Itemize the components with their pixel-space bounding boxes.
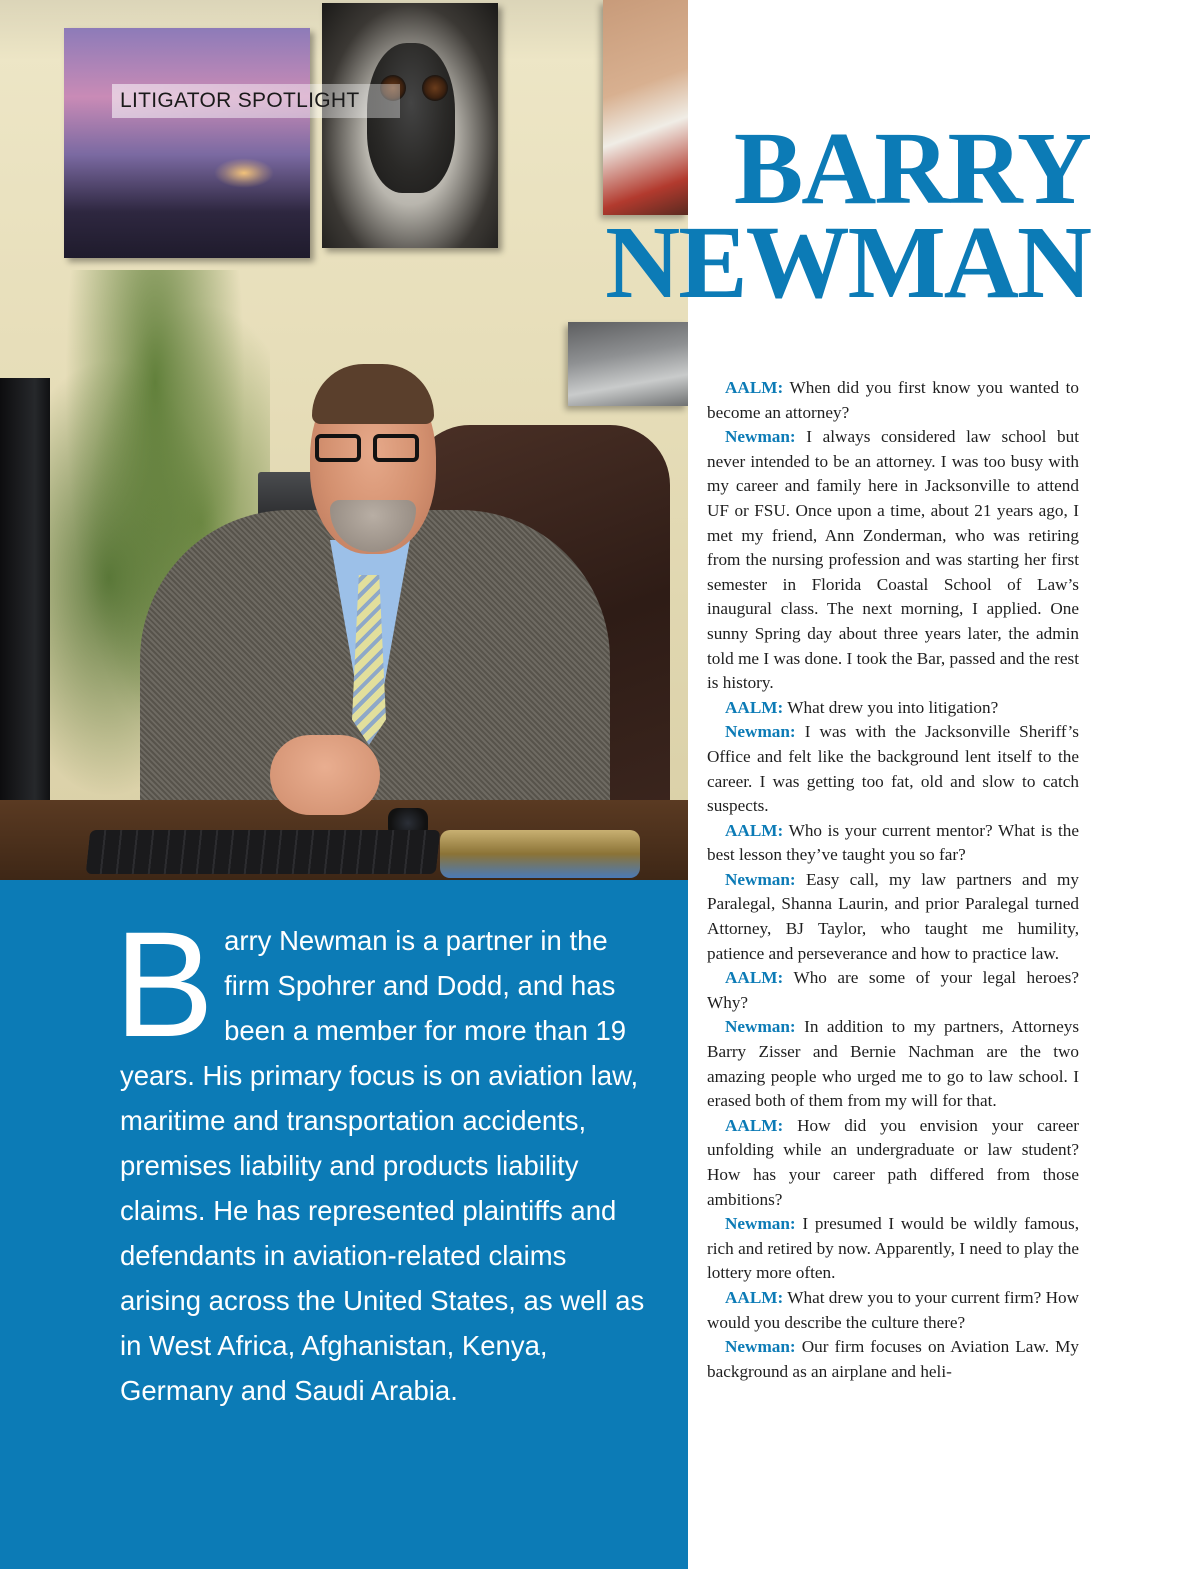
speaker-label: Newman:	[725, 1214, 796, 1234]
speaker-label: AALM:	[725, 1115, 784, 1135]
computer-monitor	[0, 378, 50, 818]
qa-paragraph	[707, 1286, 1079, 1335]
speaker-label: AALM:	[725, 1287, 784, 1307]
qa-text: Our firm focuses on Aviation Law. My background as an airplane and heli-	[707, 1337, 1079, 1381]
speaker-label: Newman:	[725, 1017, 796, 1037]
wall-art-monkey	[322, 3, 498, 248]
qa-paragraph	[707, 376, 1079, 425]
desk-ornament	[440, 830, 640, 878]
interview-column	[707, 376, 1079, 1384]
qa-paragraph	[707, 696, 1079, 721]
qa-text: When did you first know you wanted to become an attorney?	[707, 378, 1079, 422]
headline-line-1: BARRY	[733, 111, 1090, 226]
qa-paragraph	[707, 868, 1079, 966]
speaker-label: AALM:	[725, 820, 784, 840]
qa-paragraph	[707, 425, 1079, 696]
drop-cap: B	[114, 900, 215, 1068]
keyboard	[86, 830, 441, 874]
qa-paragraph	[707, 819, 1079, 868]
man-hair	[312, 364, 434, 424]
qa-text: I was with the Jacksonville Sheriff’s Office and felt like the background lent itself to the career. I was getting too fat, old and slow to catch suspects.	[707, 722, 1079, 816]
headline	[560, 111, 1090, 320]
speaker-label: Newman:	[725, 722, 796, 742]
qa-paragraph	[707, 1015, 1079, 1113]
qa-text: Who is your current mentor? What is the best lesson they’ve taught you so far?	[707, 820, 1079, 865]
man-hands	[270, 735, 380, 815]
qa-text: I presumed I would be wildly famous, rich and retired by now. Apparently, I need to play the lottery more often.	[707, 1214, 1080, 1283]
qa-text: How did you envision your career unfolding while an undergraduate or law student? How has your career path differed from those ambitions?	[707, 1115, 1079, 1209]
intro-panel	[0, 880, 688, 1569]
speaker-label: AALM:	[725, 697, 784, 717]
glasses-lens-right	[373, 434, 419, 462]
qa-paragraph	[707, 966, 1079, 1015]
intro-text: arry Newman is a partner in the firm Spohrer and Dodd, and has been a member for more than 19 years. His primary focus is on aviation law, maritime and transportation accidents, premises liability and products liability claims. He has represented plaintiffs and defendants in aviation-related claims arising across the United States, as well as in West Africa, Afghanistan, Kenya, Germany and Saudi Arabia.	[120, 925, 645, 1406]
speaker-label: Newman:	[725, 869, 796, 889]
wall-art-seascape	[568, 322, 688, 406]
headline-line-2: NEWMAN	[605, 205, 1090, 320]
intro-paragraph	[114, 900, 650, 1413]
qa-text: What drew you to your current firm? How would you describe the culture there?	[707, 1287, 1079, 1332]
monkey-face	[367, 43, 455, 193]
qa-text: Who are some of your legal heroes? Why?	[707, 968, 1079, 1012]
speaker-label: AALM:	[725, 968, 784, 988]
speaker-label: Newman:	[725, 427, 796, 447]
qa-paragraph	[707, 1335, 1079, 1384]
qa-paragraph	[707, 1114, 1079, 1212]
wall-art-city-dusk	[64, 28, 310, 258]
qa-text: What drew you into litigation?	[787, 697, 999, 717]
qa-text: I always considered law school but never intended to be an attorney. I was too busy with my career and family here in Jacksonville to attend UF or FSU. Once upon a time, about 21 years ago, I met my friend, Ann Zonderman, who was retiring from the nursing profession and was starting her first semester in Florida Coastal School of Law’s inaugural class. The next morning, I applied. One sunny Spring day about three years later, the admin told me I was done. I took the Bar, passed and the rest is history.	[707, 427, 1079, 693]
speaker-label: AALM:	[725, 378, 784, 397]
qa-text: Easy call, my law partners and my Paralegal, Shanna Laurin, and prior Paralegal turned Attorney, BJ Taylor, who taught me humility, patience and perseverance and how to practice law.	[707, 869, 1079, 963]
monkey-eye-right	[422, 75, 448, 101]
qa-text: In addition to my partners, Attorneys Barry Zisser and Bernie Nachman are the two amazing people who urged me to go to law school. I erased both of them from my will for that.	[707, 1017, 1080, 1111]
qa-paragraph	[707, 720, 1079, 818]
wall-art-lights	[214, 158, 274, 188]
qa-paragraph	[707, 1212, 1079, 1286]
section-label: LITIGATOR SPOTLIGHT	[112, 84, 400, 118]
glasses-lens-left	[315, 434, 361, 462]
speaker-label: Newman:	[725, 1337, 796, 1357]
man-glasses	[313, 434, 423, 466]
